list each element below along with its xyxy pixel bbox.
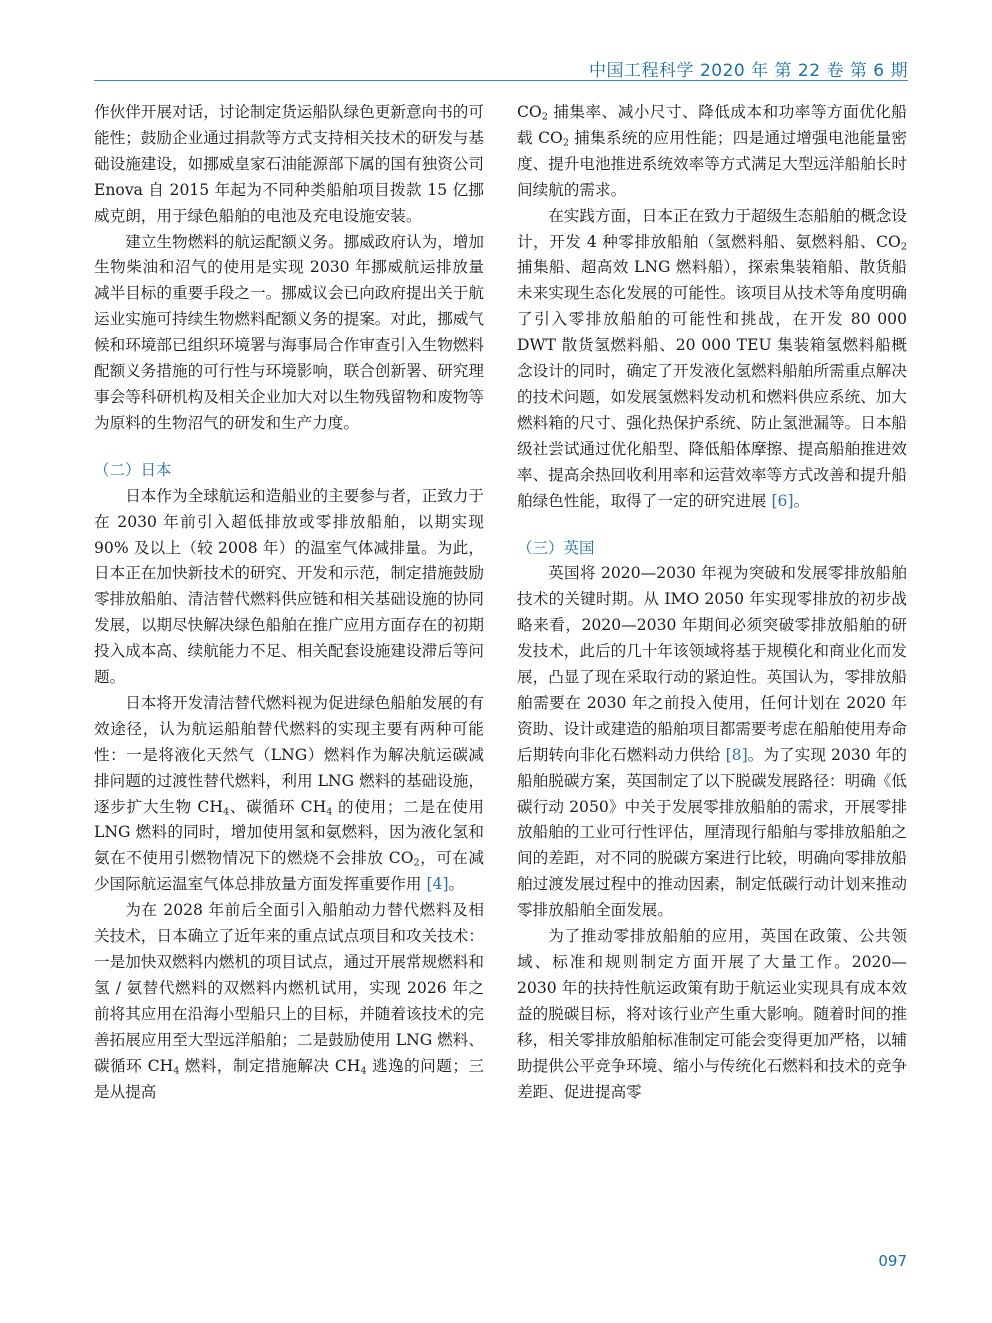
- section-gap: [94, 437, 484, 458]
- paragraph: 为在 2028 年前后全面引入船舶动力替代燃料及相关技术，日本确立了近年来的重点试点项目和攻关技术：一是加快双燃料内燃机的项目试点，通过开展常规燃料和氢 / 氨替代燃料的双燃料内燃机试用，实现 2026 年之前将其应用在沿海小型船只上的目标，并随着该技术的完善拓展应用至大型远洋船舶；二是鼓励使用 LNG 燃料、碳循环 $CH_4$ 燃料，制定措施解决 $CH_4$ 逃逸的问题；三是从提高: [94, 901, 484, 1101]
- citation-link[interactable]: [6]: [771, 491, 794, 510]
- citation-link[interactable]: [8]: [725, 745, 748, 764]
- header-rule: [94, 80, 908, 81]
- page-number: 097: [878, 1252, 907, 1270]
- journal-header-title: 中国工程科学 2020 年 第 22 卷 第 6 期: [589, 61, 908, 81]
- paragraph: $CO_2$ 捕集率、减小尺寸、降低成本和功率等方面优化船载 $CO_2$ 捕集系统的应用性能；四是通过增强电池能量密度、提升电池推进系统效率等方式满足大型远洋船舶长时间续航的需求。: [517, 103, 907, 199]
- section-heading-japan: （二）日本: [94, 460, 172, 479]
- left-column: [94, 100, 484, 1105]
- paragraph: 日本作为全球航运和造船业的主要参与者，正致力于在 2030 年前引入超低排放或零排放船舶，以期实现 90% 及以上（较 2008 年）的温室气体减排量。为此，日本正在加快新技术的研究、开发和示范，制定措施鼓励零排放船舶、清洁替代燃料供应链和相关基础设施的协同发展，以期尽快解决绿色船舶在推广应用方面存在的初期投入成本高、续航能力不足、相关配套设施建设滞后等问题。: [94, 486, 484, 687]
- paragraph: 为了推动零排放船舶的应用，英国在政策、公共领域、标准和规则制定方面开展了大量工作。2020—2030 年的扶持性航运政策有助于航运业实现具有成本效益的脱碳目标，将对该行业产生重大影响。随着时间的推移，相关零排放船舶标准制定可能会变得更加严格，以辅助提供公平竞争环境、缩小与传统化石燃料和技术的竞争差距、促进提高零: [517, 927, 907, 1101]
- paragraph: 作伙伴开展对话，讨论制定货运船队绿色更新意向书的可能性；鼓励企业通过捐款等方式支持相关技术的研发与基础设施建设，如挪威皇家石油能源部下属的国有独资公司 Enova 自 2015 年起为不同种类船舶项目拨款 15 亿挪威克朗，用于绿色船舶的电池及充电设施安装。: [94, 103, 484, 225]
- section-heading-uk: （三）英国: [517, 538, 595, 557]
- section-gap: [517, 515, 907, 536]
- citation-link[interactable]: [4]: [426, 875, 449, 894]
- paragraph: 建立生物燃料的航运配额义务。挪威政府认为，增加生物柴油和沼气的使用是实现 2030 年挪威航运排放量减半目标的重要手段之一。挪威议会已向政府提出关于航运业实施可持续生物燃料配额义务的提案。对此，挪威气候和环境部已组织环境署与海事局合作审查引入生物燃料配额义务措施的可行性与环境影响，联合创新署、研究理事会等科研机构及相关企业加大对以生物残留物和废物等为原料的生物沼气的研发和生产力度。: [94, 232, 484, 432]
- paragraph: 在实践方面，日本正在致力于超级生态船舶的概念设计，开发 4 种零排放船舶（氢燃料船、氨燃料船、$CO_2$ 捕集船、超高效 LNG 燃料船），探索集装箱船、散货船未来实现生态化发展的可能性。该项目从技术等角度明确了引入零排放船舶的可能性和挑战，在开发 80 000 DWT 散货氢燃料船、20 000 TEU 集装箱氢燃料船概念设计的同时，确定了开发液化氢燃料船舶所需重点解决的技术问题，如发展氢燃料发动机和燃料供应系统、加大燃料箱的尺寸、强化热保护系统、防止氢泄漏等。日本船级社尝试通过优化船型、降低船体摩擦、提高船舶推进效率、提高余热回收利用率和运营效率等方式改善和提升船舶绿色性能，取得了一定的研究进展 [6]。: [517, 206, 907, 510]
- paragraph: 英国将 2020—2030 年视为突破和发展零排放船舶技术的关键时期。从 IMO 2050 年实现零排放的初步战略来看，2020—2030 年期间必须突破零排放船舶的研发技术，此后的几十年该领域将基于规模化和商业化而发展，凸显了现在采取行动的紧迫性。英国认为，零排放船舶需要在 2030 年之前投入使用，任何计划在 2020 年资助、设计或建造的船舶项目都需要考虑在船舶使用寿命后期转向非化石燃料动力供给 [8]。为了实现 2030 年的船舶脱碳方案，英国制定了以下脱碳发展路径：明确《低碳行动 2050》中关于发展零排放船舶的需求，开展零排放船舶的工业可行性评估，厘清现行船舶与零排放船舶之间的差距，对不同的脱碳方案进行比较，明确向零排放船舶过渡发展过程中的推动因素，制定低碳行动计划来推动零排放船舶全面发展。: [517, 564, 907, 920]
- running-header: [94, 56, 908, 84]
- paragraph: 日本将开发清洁替代燃料视为促进绿色船舶发展的有效途径，认为航运船舶替代燃料的实现主要有两种可能性：一是将液化天然气（LNG）燃料作为解决航运碳减排问题的过渡性替代燃料，利用 LNG 燃料的基础设施，逐步扩大生物 $CH_4$、碳循环 $CH_4$ 的使用；二是在使用 LNG 燃料的同时，增加使用氢和氨燃料，因为液化氢和氨在不使用引燃物情况下的燃烧不会排放 $CO_2$，可在减少国际航运温室气体总排放量方面发挥重要作用 [4]。: [94, 693, 484, 894]
- right-column: [517, 100, 907, 1105]
